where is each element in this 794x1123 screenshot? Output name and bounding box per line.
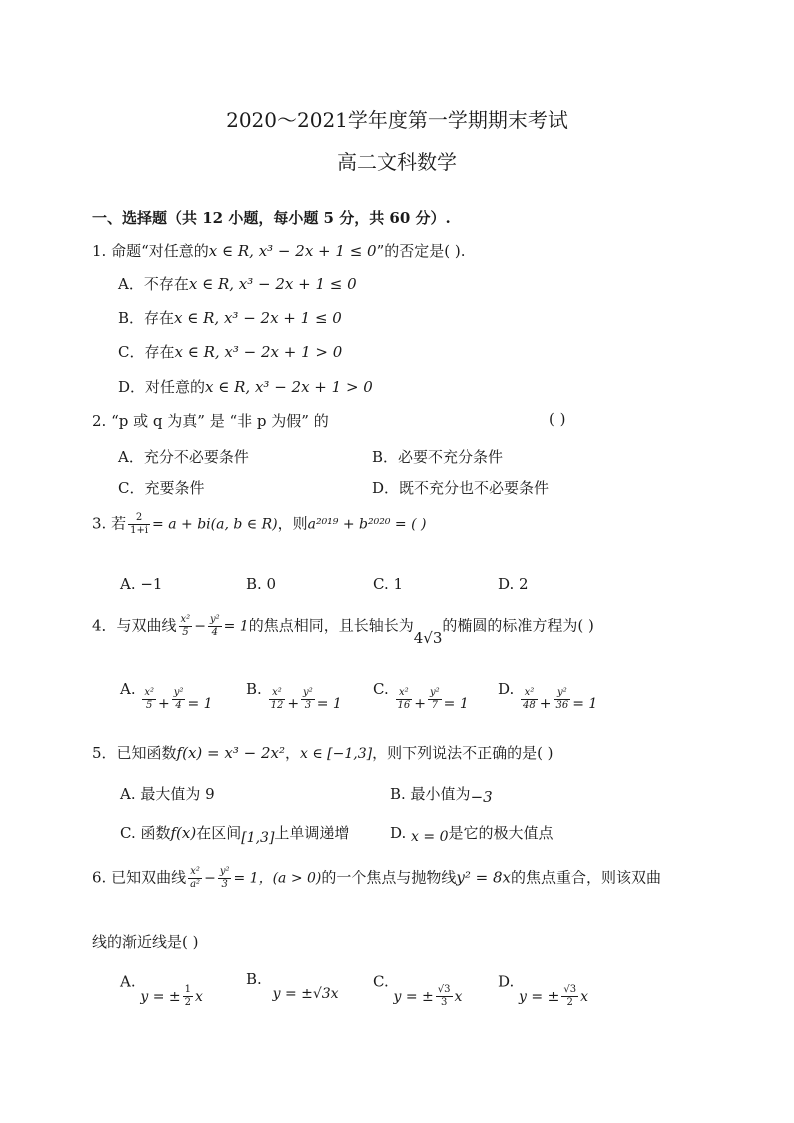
- q4-frac-1: [179, 614, 193, 639]
- q5-option-d-value: x = 0: [411, 829, 449, 845]
- q1-number: 1.: [92, 242, 107, 260]
- frac-num: y²: [554, 687, 571, 700]
- q1-math: x ∈ R, x³ − 2x + 1 ≤ 0: [208, 242, 377, 260]
- q4-option-b-frac1: [269, 687, 286, 712]
- question-6: [92, 866, 661, 891]
- exam-title: 2020～2021学年度第一学期期末考试: [226, 108, 568, 132]
- q1-option-a-math: x ∈ R, x³ − 2x + 1 ≤ 0: [188, 275, 357, 293]
- frac-num: y²: [429, 687, 440, 698]
- q1-option-b-math: x ∈ R, x³ − 2x + 1 ≤ 0: [174, 309, 342, 327]
- q5-option-c-interval: [1,3]: [241, 830, 275, 846]
- q3-expression: a²⁰¹⁹ + b²⁰²⁰ = ( ): [307, 516, 427, 533]
- q6-parabola: y² = 8x: [456, 868, 512, 887]
- frac-den: 3: [440, 997, 448, 1008]
- q1-option-c-math: x ∈ R, x³ − 2x + 1 > 0: [174, 343, 343, 361]
- q3-equation: = a + bi(a, b ∈ R): [152, 516, 278, 533]
- q6-frac2-den: 3: [221, 879, 228, 890]
- q6-option-b-pre: y = ±√3x: [272, 986, 339, 1002]
- q2-option-c: C．充要条件: [118, 479, 205, 497]
- q4-option-b-frac2: [301, 687, 315, 712]
- q3-mid: ，则: [277, 514, 308, 533]
- q5-option-c-fx: f(x): [170, 824, 197, 842]
- q6-frac-1: [188, 866, 202, 891]
- q4-frac2-num: y²: [209, 614, 220, 625]
- q6-minus: −: [204, 870, 216, 887]
- question-2: 2. “p 或 q 为真” 是 “非 p 为假” 的: [92, 412, 329, 430]
- q2-option-d: D．既不充分也不必要条件: [372, 479, 550, 497]
- equals-one: = 1: [316, 696, 342, 712]
- plus-sign: +: [414, 696, 426, 712]
- frac-den: 2: [184, 997, 192, 1008]
- q6-option-c-post: x: [454, 988, 463, 1005]
- q6-option-b-label: B.: [246, 970, 262, 988]
- q3-frac-num: 2: [128, 512, 150, 525]
- q4-option-d: [498, 680, 597, 712]
- q6-frac1-num: x²: [188, 866, 202, 879]
- q6-option-a: [120, 970, 203, 1008]
- frac-num: x²: [521, 687, 538, 700]
- q5-option-d-label: D.: [390, 824, 407, 842]
- question-4: [92, 614, 594, 647]
- q6-option-c-pre: y = ±: [393, 988, 434, 1005]
- q5-option-b: [390, 783, 493, 804]
- q1-post: ”的否定是( ).: [376, 242, 466, 260]
- q6-option-d-label: D.: [498, 972, 515, 991]
- question-1: [92, 240, 466, 261]
- q3-frac-den: 1+i: [130, 525, 149, 536]
- q5-option-c-mid: 在区间: [196, 824, 242, 842]
- q5-option-b-value: −3: [470, 788, 493, 806]
- q6-eq: = 1: [233, 870, 259, 887]
- q4-option-a-frac1: [142, 687, 156, 712]
- q4-option-a-frac2: [172, 687, 186, 712]
- q4-frac1-den: 5: [182, 627, 189, 638]
- frac-den: 4: [175, 700, 182, 711]
- q5-domain: x ∈ [−1,3]: [299, 746, 373, 762]
- question-3: [92, 512, 426, 537]
- q6-mid: 的一个焦点与抛物线: [321, 868, 457, 887]
- q2-answer-paren: ( ): [549, 410, 566, 428]
- q1-pre: 命题“对任意的: [111, 242, 209, 260]
- frac-num: √3: [437, 984, 451, 995]
- q4-option-a-label: A.: [120, 680, 136, 698]
- q4-frac1-num: x²: [180, 614, 191, 625]
- q5-option-c: [120, 822, 350, 846]
- q4-minus: −: [194, 618, 206, 635]
- q6-option-d-frac: [561, 984, 578, 1009]
- q6-frac2-num: y²: [219, 866, 230, 877]
- q5-option-a: A. 最大值为 9: [120, 785, 215, 803]
- q1-option-c-label: C．存在: [118, 343, 175, 361]
- frac-num: x²: [144, 687, 155, 698]
- q3-option-d: D. 2: [498, 575, 529, 593]
- frac-den: 12: [270, 700, 284, 711]
- q4-option-c-frac1: [396, 687, 413, 712]
- q1-option-a: [118, 273, 357, 294]
- q5-option-d-post: 是它的极大值点: [448, 824, 554, 842]
- q5-pre: 5．已知函数: [92, 744, 177, 762]
- q4-option-d-label: D.: [498, 680, 515, 698]
- q4-option-b-label: B.: [246, 680, 262, 698]
- q5-function: f(x) = x³ − 2x²: [176, 744, 285, 762]
- q6-option-c: [373, 970, 463, 1008]
- frac-den: 36: [555, 700, 569, 711]
- q6-option-c-label: C.: [373, 972, 389, 991]
- q2-option-a: A．充分不必要条件: [118, 448, 249, 466]
- q6-option-d: [498, 970, 588, 1008]
- q6-condition: ，(a > 0): [258, 870, 322, 887]
- q6-option-a-post: x: [195, 988, 203, 1005]
- q4-frac-2: [208, 614, 222, 639]
- q4-frac2-den: 4: [211, 627, 218, 638]
- frac-num: y²: [303, 687, 313, 698]
- q6-option-a-frac: [183, 984, 193, 1009]
- q6-option-d-pre: y = ±: [519, 988, 560, 1005]
- plus-sign: +: [539, 696, 552, 712]
- q5-post: ，则下列说法不正确的是( ): [372, 744, 554, 762]
- exam-subtitle: 高二文科数学: [337, 150, 457, 174]
- section-heading: 一、选择题（共 12 小题，每小题 5 分，共 60 分）.: [92, 209, 451, 227]
- question-5: [92, 742, 554, 763]
- q6-option-b: [246, 970, 339, 1002]
- frac-den: 7: [431, 700, 438, 711]
- equals-one: = 1: [187, 696, 213, 712]
- frac-den: 16: [397, 700, 411, 711]
- frac-den: 5: [146, 700, 153, 711]
- q1-option-b-label: B．存在: [118, 309, 175, 327]
- frac-den: 2: [566, 997, 573, 1008]
- q4-option-b: [246, 680, 342, 712]
- q1-option-a-label: A．不存在: [118, 275, 189, 293]
- q4-option-c-frac2: [428, 687, 442, 712]
- q3-pre: 3. 若: [92, 514, 127, 533]
- frac-num: √3: [563, 984, 577, 995]
- q3-fraction: [128, 512, 150, 537]
- q3-option-c: C. 1: [373, 575, 404, 593]
- q4-option-c-label: C.: [373, 680, 389, 698]
- q2-option-b: B．必要不充分条件: [372, 448, 504, 466]
- frac-den: 3: [304, 700, 312, 711]
- q3-option-b: B. 0: [246, 575, 277, 593]
- q6-frac-2: [218, 866, 232, 891]
- plus-sign: +: [158, 696, 170, 712]
- q6-option-a-label: A.: [120, 972, 136, 991]
- q4-length: 4√3: [413, 628, 443, 647]
- q1-option-d-math: x ∈ R, x³ − 2x + 1 > 0: [205, 378, 373, 396]
- q4-option-d-frac1: [521, 687, 538, 712]
- q1-option-c: [118, 341, 342, 362]
- q5-option-c-label: C. 函数: [120, 824, 171, 842]
- q6-pre: 6. 已知双曲线: [92, 868, 187, 887]
- q5-option-b-label: B. 最小值为: [390, 785, 471, 803]
- equals-one: = 1: [572, 696, 598, 712]
- q4-option-a: [120, 680, 213, 712]
- q6-option-a-pre: y = ±: [140, 988, 181, 1005]
- frac-num: x²: [269, 687, 286, 700]
- q5-option-c-post: 上单调递增: [274, 824, 350, 842]
- q1-option-d-label: D．对任意的: [118, 378, 206, 396]
- equals-one: = 1: [443, 696, 469, 712]
- frac-num: 1: [184, 984, 192, 995]
- q3-option-a: A. −1: [120, 575, 163, 593]
- q4-post: 的椭圆的标准方程为( ): [442, 616, 594, 635]
- q4-mid: 的焦点相同，且长轴长为: [248, 616, 414, 635]
- q1-option-b: [118, 307, 342, 328]
- q6-frac1-den: a²: [190, 879, 201, 890]
- q4-pre: 4．与双曲线: [92, 616, 177, 635]
- frac-den: 48: [523, 700, 536, 711]
- frac-num: x²: [396, 687, 413, 700]
- q4-option-d-frac2: [554, 687, 571, 712]
- q5-sep: ，: [284, 744, 300, 762]
- q6-option-d-post: x: [580, 988, 588, 1005]
- q6-post: 的焦点重合，则该双曲: [511, 868, 662, 887]
- q1-option-d: [118, 376, 373, 397]
- q5-option-d: [390, 822, 554, 843]
- q4-eq: = 1: [223, 618, 249, 635]
- q6-option-c-frac: [436, 984, 453, 1009]
- q4-option-c: [373, 680, 469, 712]
- plus-sign: +: [287, 696, 300, 712]
- frac-num: y²: [173, 687, 184, 698]
- q6-line-2: 线的渐近线是( ): [92, 933, 199, 951]
